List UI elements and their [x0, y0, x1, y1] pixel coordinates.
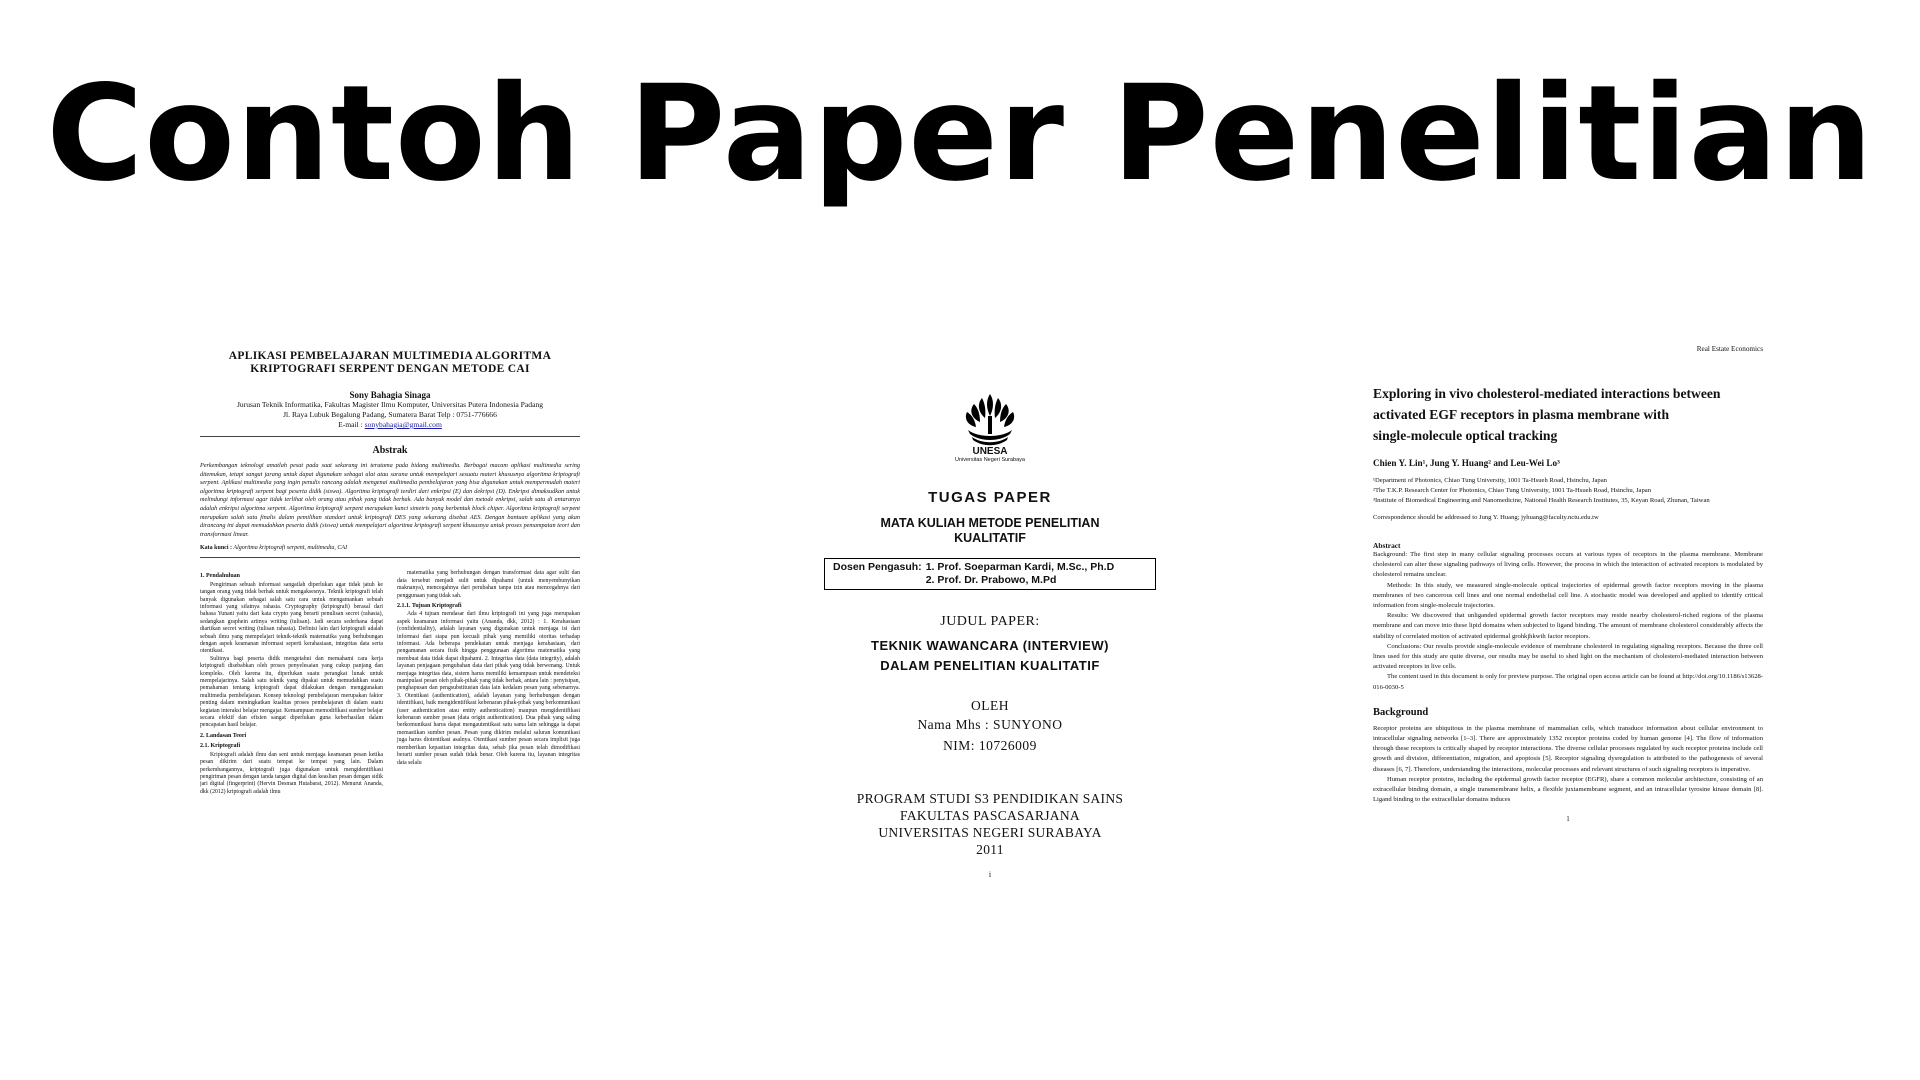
paper2-nama: Nama Mhs : SUNYONO [917, 717, 1063, 732]
paper3-abstract-results: Results: We discovered that unliganded epidermal growth factor receptors may reside nearby cholesterol-riched regions of the plasma membrane and can move into these lipid domains when subjected to ligand binding. The amount of membrane cholesterol considerably affects the stability of correlated motion of activated epidermal grohkjhkwth factor receptors. [1373, 612, 1763, 640]
paper1-email-link[interactable]: sonybahagia@gmail.com [364, 420, 442, 429]
paper1-col1-heading-0: 1. Pendahuluan [200, 573, 241, 580]
paper2-program-line3: UNIVERSITAS NEGERI SURABAYA [878, 825, 1102, 840]
paper1-keywords [200, 545, 580, 551]
paper2-program-line1: PROGRAM STUDI S3 PENDIDIKAN SAINS [856, 791, 1124, 806]
paper1-col2-paragraph-1: Ada 4 tujuan mendasar dari ilmu kriptografi ini yang juga merupakan aspek keamanan informasi yaitu (Ananda, dkk, 2012) : 1. Kerahasiaan (confidentiality), adalah layanan yang digunakan untuk menjaga isi dari informasi dari siapa pun kecuali pihak yang memiliki otoritas terhadap informasi. Ada beberapa pendekatan untuk menjaga kerahasiaan, dari pengamanan secara fisik hingga penggunaan algoritma matematika yang membuat data tidak dapat dipahami. 2. Integritas data (data integrity), adalah layanan penjagaan pengubahan data dari pihak yang tidak berwenang. Untuk menjaga integritas data, sistem harus memiliki kemampuan untuk mendeteksi manipulasi pesan oleh pihak-pihak yang tidak berhak, antara lain : penyisipan, penghapusan dan pengsubstitusian data lain kedalam pesan yang sebenarnya. 3. Otentikasi (authentication), adalah layanan yang berhubungan dengan identifikasi, baik mengidentifikasi kebenaran pihak-pihak yang berkomunikasi (user authentication atau entity authentication) maupun mengidentifikasi kebenaran sumber pesan (data origin authentication). Dua pihak yang saling berkomunikasi harus dapat mengautentikasi satu sama lain sehingga ia dapat memastikan sumber pesan. Pesan yang dikirim melalui saluran komunikasi juga harus diotentikasi asalnya. Otentikasi sumber pesan secara implisit juga memberikan kepastian integritas data, sebab jika pesan telah dimodifikasi berarti sumber pesan sudah tidak benar. Oleh karena itu, layanan integritas data selalu [397, 611, 580, 766]
paper3-correspondence: Correspondence should be addressed to Jung Y. Huang; jyhuang@faculty.nctu.edu.tw [1373, 514, 1599, 521]
paper2-dosen-2: 2. Prof. Dr. Prabowo, M.Pd [925, 574, 1057, 586]
paper1-email-line [200, 420, 580, 430]
unesa-logo-text: UNESA [972, 446, 1008, 457]
paper1-col1-heading-2: 2. Landasan Teori [200, 732, 247, 739]
paper3-affiliation-2: ²The T.K.P. Research Center for Photonics, Chiao Tung University, 1001 Ta-Hsueh Road, Hsinchu, Japan [1373, 487, 1651, 494]
paper-thumbnail-egf-receptors [1373, 345, 1763, 965]
slide-title: Contoh Paper Penelitian [46, 57, 1874, 211]
paper1-address: Jl. Raya Lubuk Begalung Padang, Sumatera Barat Telp : 0751-776666 [283, 410, 497, 419]
paper3-page-number: 1 [1566, 815, 1570, 824]
paper3-abstract-note: The content used in this document is only for preview purpose. The original open access article can be found at http://doi.org/10.1186/s13628-016-0030-5 [1373, 673, 1763, 691]
paper3-background-para1: Receptor proteins are ubiquitous in the plasma membrane of mammalian cells, which transduce information about cellular environment to intracellular signaling networks [1–3]. There are approximately 1352 receptor proteins coded by human genome [4]. The flow of information through these receptors is critically shaped by receptor interactions. The diverse cellular processes regulated by such receptor proteins include cell growth and division, differentiation, migration, and apoptosis [5]. Receptor signaling dysregulation is attributed to the pathogenesis of several diseases [6, 7]. Therefore, understanding the interactions, molecular processes and relevant structures of such signaling receptors is imperative. [1373, 724, 1763, 773]
paper2-dosen-label: Dosen Pengasuh: [833, 561, 922, 573]
paper1-col1-paragraph-0: Pengiriman sebuah informasi sangatlah diperlukan agar tidak jatuh ke tangan orang yang tidak berhak untuk mengaksesnya. Teknik kriptografi telah banyak digunakan sebagai salah satu cara untuk mengamankan sebuah informasi yang sifatnya rahasia. Cryptography (kriptografi) berasal dari bahasa Yunani yaitu dari kata crypto yang berarti penulisan secret (rahasia), sedangkan graphein artinya writing (tulisan). Jadi secara sederhana dapat diartikan secret writing (tulisan rahasia). Definisi lain dari kriptografi adalah sebuah ilmu yang mempelajari teknik-teknik matematika yang berhubungan dengan aspek keamanan informasi seperti kerahasiaan, integritas data serta otentikasi. [200, 581, 383, 655]
paper2-year: 2011 [976, 842, 1004, 857]
paper1-col1-paragraph-1: Sulitnya bagi peserta didik mengetahui dan memahami cara kerja kriptografi disebabkan oleh proses penyelesaian yang cukup panjang dan kompleks. Oleh karena itu, diperlukan suatu perangkat lunak untuk mempelajarinya. Salah satu teknik yang dipakai untuk memudahkan suatu pemahaman tentang kriptografi dapat dilakukan dengan menggunakan multimedia pembelajaran. Konsep teknologi pembelajaran merupakan faktor penting dalam meningkatkan kualitas proses pembelajaran di dalam suatu kegiatan interaksi belajar mengajar. Kemampuan memodifikasi sumber belajar secara efektif dan efisien sangat diperlukan guna keberhasilan dalam pencapaian hasil belajar. [200, 655, 383, 729]
paper1-keywords-text: Algoritma kriptografi serpent, multimedia, CAI [232, 545, 348, 552]
paper1-col1-heading-3: 2.1. Kriptografi [200, 743, 241, 750]
paper3-abstract-methods: Methods: In this study, we measured single-molecule optical trajectories of epidermal growth factor receptors moving in the plasma membranes of two cancerous cell lines and one normal endothelial cell line. A stochastic model was developed and applied to identify critical information from single-molecule trajectories. [1373, 581, 1763, 610]
paper3-abstract-heading: Abstract [1373, 541, 1401, 550]
paper3-title-line1: Exploring in vivo cholesterol-mediated interactions between [1373, 386, 1721, 401]
paper2-course-line1: MATA KULIAH METODE PENELITIAN [880, 516, 1100, 530]
paper1-col2-paragraph-0: matematika yang berhubungan dengan transformasi data agar sulit dan data tersebut menjadi sulit untuk dipahami (untuk menyembunyikan maknanya), mencegahnya dari perubahan tanpa izin atau mencegahnya dari penggunaan yang tidak sah. [397, 570, 580, 599]
paper3-background-para2: Human receptor proteins, including the epidermal growth factor receptor (EGFR), share a common molecular architecture, consisting of an extracellular binding domain, a single transmembrane helix, a flexible juxtamembrane segment, and an intracellular tyrosine kinase domain [8]. Ligand binding to the extracellular domains induces [1373, 775, 1763, 804]
paper2-judul-label: JUDUL PAPER: [940, 614, 1040, 629]
paper1-affiliation: Jurusan Teknik Informatika, Fakultas Magister Ilmu Komputer, Universitas Putera Indonesia Padang [236, 400, 544, 409]
paper1-title-line1: APLIKASI PEMBELAJARAN MULTIMEDIA ALGORITMA [228, 350, 552, 362]
paper1-column-right [397, 570, 580, 796]
paper1-divider-2 [200, 557, 580, 558]
paper3-background-heading: Background [1373, 706, 1429, 718]
paper2-page-number: i [988, 870, 992, 879]
paper2-dosen-box [824, 558, 1156, 590]
paper3-abstract-background: Background: The first step in many cellular signaling processes occurs at various types of receptors in the plasma membrane. Membrane cholesterol can alter these signaling pathways of living cells. However, the process in which the interaction of activated receptors is modulated by cholesterol remains unclear. [1373, 551, 1763, 579]
paper1-title-line2: KRIPTOGRAFI SERPENT DENGAN METODE CAI [250, 363, 530, 375]
paper-thumbnail-kriptografi [200, 350, 580, 950]
unesa-logo-icon [958, 390, 1022, 448]
paper2-course-line2: KUALITATIF [954, 531, 1026, 545]
paper3-affiliation-1: ¹Department of Photonics, Chiao Tung University, 1001 Ta-Hsueh Road, Hsinchu, Japan [1373, 477, 1607, 484]
paper1-body-columns [200, 570, 580, 796]
paper1-col1-paragraph-3: Kriptografi adalah ilmu dan seni untuk menjaga keamanan pesan ketika pesan dikirim dari suatu tempat ke tempat yang lain. Dalam perkembangannya, kriptografi juga digunakan untuk mengidentifikasi pengiriman pesan dengan tanda tangan digital dan keaslian pesan dengan sidik jari digital (fingerprint) (Hervin Desman Hutabarat, 2012). Menurut Ananda, dkk (2012) kriptografi adalah ilmu [200, 751, 383, 795]
paper1-abstract-heading: Abstrak [372, 445, 408, 456]
paper1-keywords-label: Kata kunci : [200, 545, 233, 552]
paper2-program-line2: FAKULTAS PASCASARJANA [900, 808, 1080, 823]
paper3-title-line2: activated EGF receptors in plasma membrane with [1373, 407, 1670, 422]
paper1-divider [200, 436, 580, 437]
paper3-title-line3: single-molecule optical tracking [1373, 428, 1558, 443]
unesa-logo-subtext: Universitas Negeri Surabaya [954, 457, 1025, 463]
paper2-judul-line2: DALAM PENELITIAN KUALITATIF [880, 658, 1100, 673]
paper-thumbnail-tugas-paper [810, 390, 1170, 930]
paper1-author: Sony Bahagia Sinaga [349, 390, 431, 400]
paper1-email-label: E-mail : [338, 420, 365, 429]
paper2-heading: TUGAS PAPER [928, 489, 1052, 506]
paper1-col2-heading-1: 2.1.1. Tujuan Kriptografi [397, 602, 462, 609]
paper2-judul-line1: TEKNIK WAWANCARA (INTERVIEW) [871, 638, 1109, 653]
paper1-abstract: Perkembangan teknologi amatlah pesat pada saat sekarang ini terutama pada bidang multimedia. Berbagai macam aplikasi multimedia sering ditemukan, tetapi sangat jarang untuk dapat digunakan sebagai alat atau sarana untuk mempelajari sesuatu materi khususnya algoritma kriptografi serpent. Aplikasi multimedia yang ingin penulis rancang adalah mengenai multimedia pembelajaran yang bisa digunakan untuk mempermudah materi algoritma kriptografi serpent bagi peserta didik (siswa). Algoritma kriptografi terdiri dari enkripsi (E) dan dekripsi (D). Enkripsi dimaksudkan untuk melindungi informasi agar tidak terlihat oleh orang atau pihak yang tidak berhak. Ada banyak model dan metode enkripsi, salah satu di antaranya adalah enkripsi algoritma serpent. Algoritma kriptografi serpent merupakan kunci simetris yang berbentuk block chiper. Algoritma kriptografi serpent merupakan salah satu finalis dalam pemilihan standart untuk kriptografi DES yang sekarang disebut AES. Dengan bantuan aplikasi yang akan dirancang ini dapat memudahkan peserta didik (siswa) untuk mempelajari algoritma kriptografi serpent khususnya untuk proses pemampatan teori dan transformasi linear. [200, 462, 580, 538]
paper3-journal-name: Real Estate Economics [1696, 345, 1763, 353]
paper2-oleh: OLEH [971, 698, 1009, 713]
paper2-nim: NIM: 10726009 [943, 738, 1037, 753]
paper3-abstract-conclusions: Conclusions: Our results provide single-molecule evidence of membrane cholesterol in regulating signaling receptors. Because the three cell lines used for this study are quite diverse, our results may be useful to shed light on the mechanism of cholesterol-mediated interaction between activated receptors in live cells. [1373, 642, 1763, 671]
paper3-affiliation-3: ³Institute of Biomedical Engineering and Nanomedicine, National Health Research Institutes, 35, Keyan Road, Zhunan, Taiwan [1373, 497, 1710, 504]
paper2-dosen-1: 1. Prof. Soeparman Kardi, M.Sc., Ph.D [925, 561, 1115, 573]
paper3-authors: Chien Y. Lin¹, Jung Y. Huang² and Leu-Wei Lo³ [1373, 458, 1560, 468]
paper1-column-left [200, 570, 383, 796]
